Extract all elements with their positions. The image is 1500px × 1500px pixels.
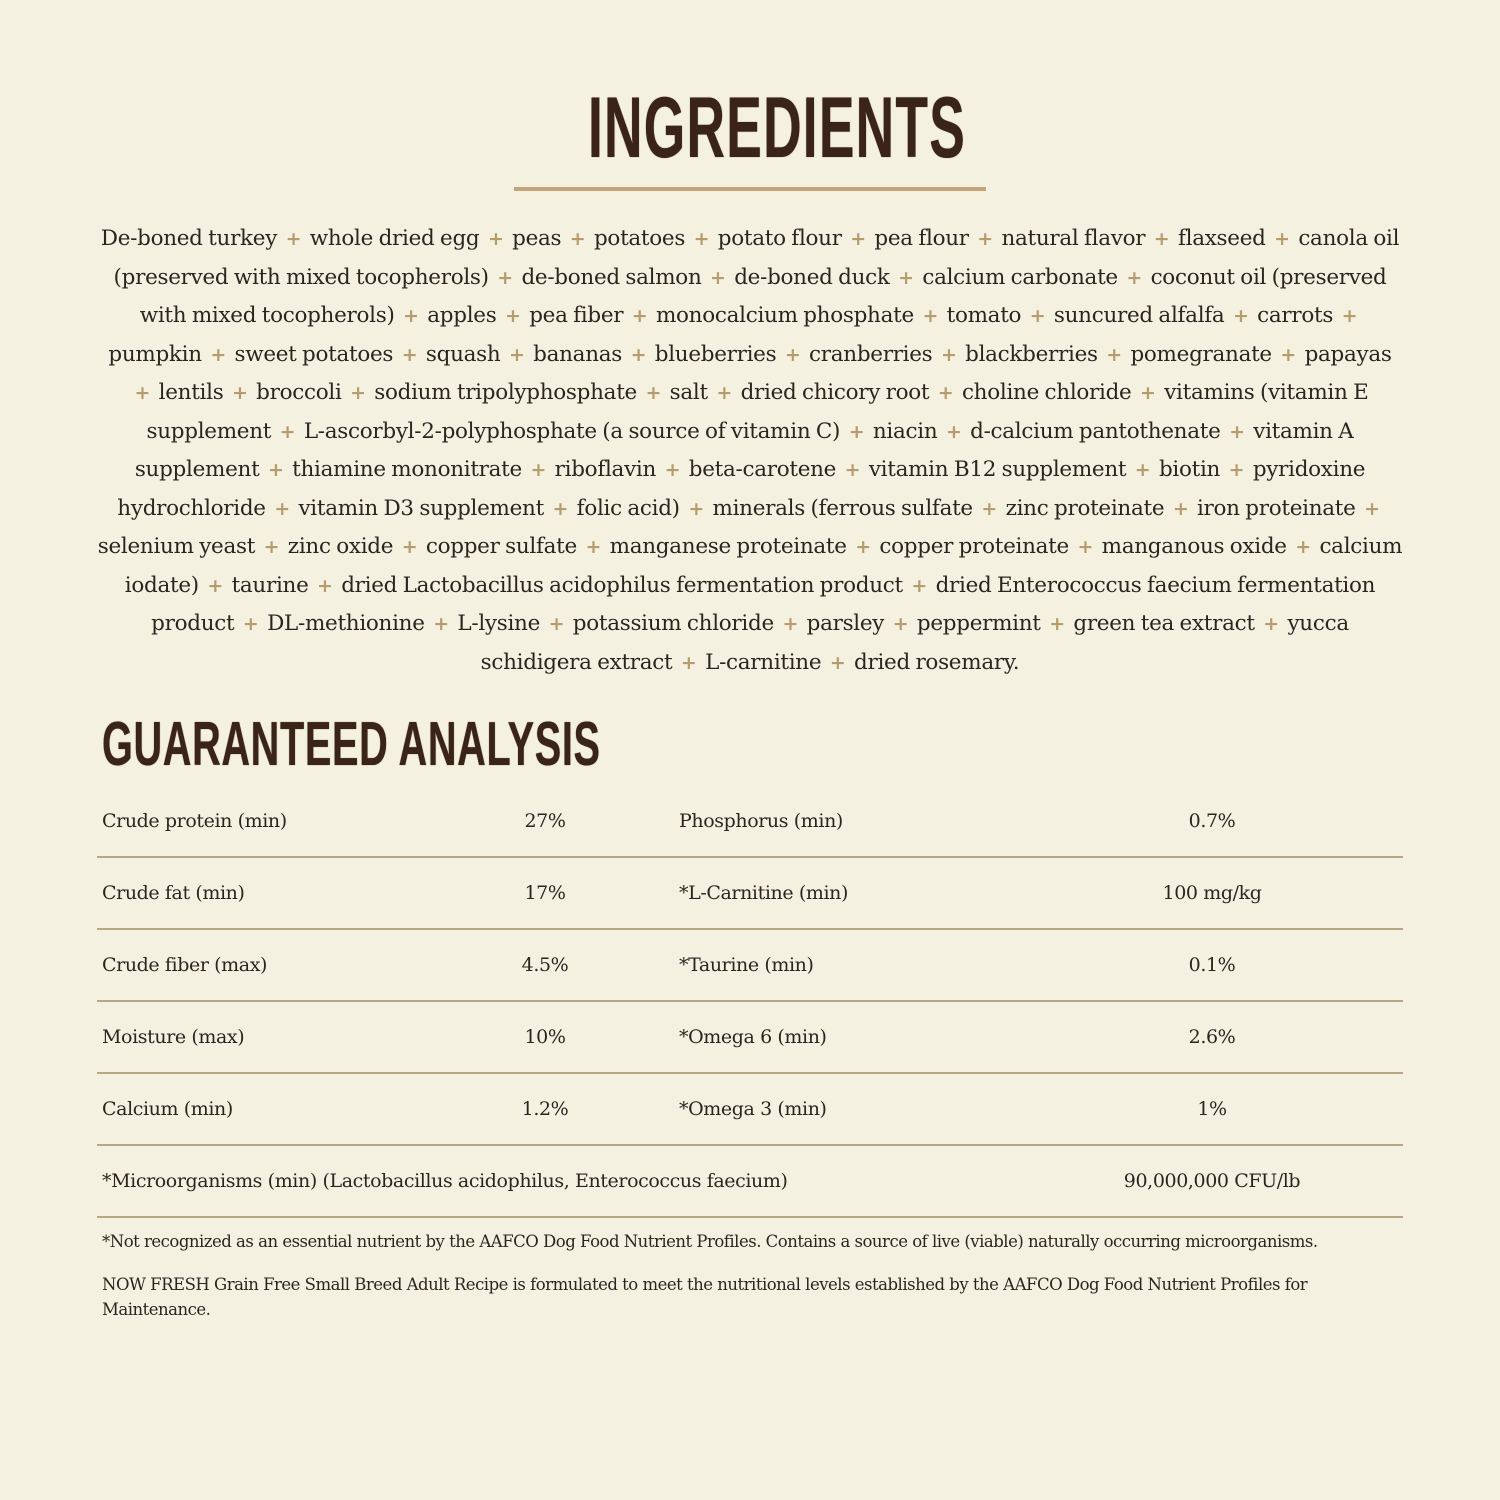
ingredient-item: biotin [1158, 457, 1221, 482]
guaranteed-analysis-heading: GUARANTEED ANALYSIS [102, 710, 601, 779]
nutrient-label: *Omega 3 (min) [679, 1098, 827, 1120]
table-row: Crude protein (min) 27% Phosphorus (min) 0.7% [97, 786, 1403, 858]
ingredient-item: tomato [946, 303, 1022, 328]
plus-separator-icon: + [1140, 382, 1156, 404]
plus-separator-icon: + [664, 459, 681, 481]
ingredient-item: calcium carbonate [922, 264, 1118, 290]
plus-separator-icon: + [693, 228, 710, 250]
footnotes [102, 1229, 1402, 1340]
plus-separator-icon: + [645, 382, 662, 404]
ingredient-item: blueberries [654, 341, 777, 367]
ingredient-item: potatoes [593, 226, 686, 251]
ingredient-item: peas [512, 226, 562, 251]
ingredient-item: blackberries [965, 341, 1098, 367]
plus-separator-icon: + [508, 343, 525, 366]
plus-separator-icon: + [1153, 228, 1170, 250]
plus-separator-icon: + [977, 228, 993, 250]
plus-separator-icon: + [1106, 343, 1122, 366]
ingredient-item: yucca schidigera extract [480, 611, 1349, 675]
plus-separator-icon: + [922, 305, 939, 327]
ingredient-item: pomegranate [1130, 341, 1272, 367]
plus-separator-icon: + [784, 343, 801, 366]
ingredient-item: L-ascorbyl-2-polyphosphate (a source of vitamin C) [303, 418, 841, 444]
plus-separator-icon: + [1029, 305, 1046, 327]
plus-separator-icon: + [892, 613, 909, 635]
ingredient-item: selenium yeast [97, 534, 256, 559]
ingredient-item: choline chloride [961, 380, 1132, 405]
ingredient-item: bananas [533, 341, 623, 367]
ingredient-item: vitamin B12 supplement [868, 457, 1127, 482]
nutrient-label: *Taurine (min) [679, 954, 814, 976]
plus-separator-icon: + [631, 305, 648, 327]
ingredient-item: salt [669, 380, 708, 405]
ingredient-item: copper sulfate [425, 534, 577, 559]
ingredient-item: parsley [806, 611, 885, 636]
ingredient-item: taurine [231, 572, 309, 598]
plus-separator-icon: + [848, 420, 865, 443]
ingredient-item: sodium tripolyphosphate [374, 380, 637, 405]
ingredient-item: zinc oxide [287, 534, 394, 559]
plus-separator-icon: + [1077, 536, 1094, 558]
ingredient-item: DL-methionine [267, 611, 425, 636]
nutrient-label: Crude protein (min) [102, 810, 287, 832]
plus-separator-icon: + [548, 613, 565, 635]
plus-separator-icon: + [134, 382, 151, 404]
plus-separator-icon: + [1295, 536, 1311, 558]
ingredient-item: pumpkin [108, 341, 202, 367]
formulation-statement: NOW FRESH Grain Free Small Breed Adult Recipe is formulated to meet the nutritional levels established by the AAFCO Dog Food Nutrient Profiles for Maintenance. [102, 1275, 1308, 1319]
ingredient-item: carrots [1257, 303, 1334, 328]
plus-separator-icon: + [1229, 420, 1245, 443]
guaranteed-analysis-table [97, 786, 1403, 1218]
plus-separator-icon: + [945, 420, 962, 443]
plus-separator-icon: + [210, 343, 226, 366]
plus-separator-icon: + [585, 536, 602, 558]
plus-separator-icon: + [207, 574, 224, 597]
ingredient-item: sweet potatoes [234, 341, 394, 367]
ingredient-item: vitamin A supplement [134, 418, 1354, 482]
plus-separator-icon: + [1126, 266, 1143, 289]
plus-separator-icon: + [829, 651, 846, 674]
ingredient-item: broccoli [256, 380, 342, 405]
plus-separator-icon: + [940, 343, 957, 366]
plus-separator-icon: + [1280, 343, 1297, 366]
plus-separator-icon: + [716, 382, 733, 404]
ingredient-item: dried Lactobacillus acidophilus fermentation product [341, 572, 903, 598]
plus-separator-icon: + [569, 228, 586, 250]
ingredient-item: coconut oil (preserved with mixed tocopherols) [139, 264, 1387, 328]
plus-separator-icon: + [1341, 305, 1358, 327]
ingredient-item: iron proteinate [1196, 495, 1356, 521]
ingredient-item: papayas [1304, 341, 1392, 367]
plus-separator-icon: + [688, 497, 704, 520]
nutrient-label: *Omega 6 (min) [679, 1026, 827, 1048]
plus-separator-icon: + [1172, 497, 1189, 520]
nutrient-label: Crude fat (min) [102, 882, 245, 904]
nutrient-label: Crude fiber (max) [102, 954, 268, 976]
plus-separator-icon: + [850, 228, 866, 250]
ingredients-list [97, 220, 1403, 682]
ingredient-item: pea flour [874, 226, 969, 251]
ingredient-item: potato flour [717, 226, 842, 251]
plus-separator-icon: + [274, 497, 290, 520]
ingredient-item: zinc proteinate [1005, 495, 1165, 521]
ingredients-divider [514, 187, 986, 191]
aafco-footnote: *Not recognized as an essential nutrient by the AAFCO Dog Food Nutrient Profiles. Contains a source of live (viable) naturally occurring microorganisms. [102, 1232, 1318, 1251]
ingredient-item: manganous oxide [1101, 534, 1287, 559]
plus-separator-icon: + [497, 266, 513, 289]
plus-separator-icon: + [680, 651, 697, 674]
plus-separator-icon: + [911, 574, 928, 597]
plus-separator-icon: + [981, 497, 998, 520]
ingredient-item: thiamine mononitrate [292, 457, 522, 482]
ingredient-item: de-boned duck [734, 264, 890, 290]
ingredient-item: vitamins (vitamin E supplement [146, 380, 1369, 444]
table-row: Crude fiber (max) 4.5% *Taurine (min) 0.1% [97, 930, 1403, 1002]
plus-separator-icon: + [285, 228, 302, 250]
plus-separator-icon: + [317, 574, 333, 597]
ingredient-item: de-boned salmon [521, 264, 702, 290]
ingredient-item: dried Enterococcus faecium fermentation product [151, 572, 1376, 636]
table-row: Calcium (min) 1.2% *Omega 3 (min) 1% [97, 1074, 1403, 1146]
ingredients-heading: INGREDIENTS [588, 80, 967, 176]
plus-separator-icon: + [242, 613, 259, 635]
ingredient-item: riboflavin [554, 457, 657, 482]
ingredient-item: L-lysine [457, 611, 541, 636]
ingredient-item: pyridoxine hydrochloride [117, 457, 1366, 521]
ingredient-item: pea fiber [529, 303, 624, 328]
ingredient-item: cranberries [809, 341, 933, 367]
ingredient-item: apples [427, 303, 497, 328]
ingredient-item: whole dried egg [309, 226, 480, 251]
ingredient-item: lentils [158, 380, 224, 405]
plus-separator-icon: + [844, 459, 861, 481]
ingredient-item: calcium iodate) [124, 534, 1403, 598]
ingredient-item: monocalcium phosphate [655, 303, 914, 328]
plus-separator-icon: + [552, 497, 569, 520]
ingredient-item: green tea extract [1073, 611, 1255, 636]
plus-separator-icon: + [1049, 613, 1065, 635]
ingredient-item: canola oil (preserved with mixed tocopherols) [113, 226, 1400, 290]
ingredient-item: L-carnitine [705, 649, 822, 675]
ingredient-item: squash [425, 341, 501, 367]
plus-separator-icon: + [487, 228, 504, 250]
plus-separator-icon: + [1364, 497, 1380, 520]
ingredient-item: vitamin D3 supplement [298, 495, 544, 521]
plus-separator-icon: + [350, 382, 366, 404]
ingredient-item: De-boned turkey [100, 226, 278, 251]
ingredient-item: flaxseed [1177, 226, 1266, 251]
ingredient-item: dried chicory root [740, 380, 930, 405]
plus-separator-icon: + [401, 536, 418, 558]
plus-separator-icon: + [263, 536, 280, 558]
ingredient-item: copper proteinate [879, 534, 1069, 559]
table-row: Moisture (max) 10% *Omega 6 (min) 2.6% [97, 1002, 1403, 1074]
ingredient-item: peppermint [916, 611, 1041, 636]
nutrient-label: Calcium (min) [102, 1098, 233, 1120]
plus-separator-icon: + [1228, 459, 1245, 481]
plus-separator-icon: + [937, 382, 954, 404]
table-row-microorganisms: *Microorganisms (min) (Lactobacillus acidophilus, Enterococcus faecium) 90,000,000 CFU/lb [97, 1146, 1403, 1218]
nutrient-label: Phosphorus (min) [679, 810, 843, 832]
plus-separator-icon: + [1263, 613, 1279, 635]
plus-separator-icon: + [630, 343, 647, 366]
plus-separator-icon: + [279, 420, 296, 443]
ingredient-item: minerals (ferrous sulfate [712, 495, 973, 521]
microorganisms-label: *Microorganisms (min) (Lactobacillus acidophilus, Enterococcus faecium) [102, 1170, 788, 1192]
plus-separator-icon: + [898, 266, 914, 289]
ingredient-item: dried rosemary. [854, 649, 1020, 675]
plus-separator-icon: + [1134, 459, 1151, 481]
plus-separator-icon: + [855, 536, 871, 558]
ingredient-item: folic acid) [576, 495, 680, 521]
ingredient-item: suncured alfalfa [1053, 303, 1225, 328]
table-row: Crude fat (min) 17% *L-Carnitine (min) 100 mg/kg [97, 858, 1403, 930]
plus-separator-icon: + [267, 459, 284, 481]
plus-separator-icon: + [401, 343, 418, 366]
ingredient-item: beta-carotene [688, 457, 837, 482]
nutrient-label: Moisture (max) [102, 1026, 245, 1048]
plus-separator-icon: + [1233, 305, 1249, 327]
plus-separator-icon: + [782, 613, 799, 635]
plus-separator-icon: + [403, 305, 419, 327]
nutrient-label: *L-Carnitine (min) [679, 882, 848, 904]
ingredient-item: niacin [872, 418, 938, 444]
plus-separator-icon: + [710, 266, 726, 289]
ingredient-item: potassium chloride [572, 611, 774, 636]
ingredient-item: d-calcium pantothenate [970, 418, 1221, 444]
plus-separator-icon: + [433, 613, 449, 635]
ingredient-item: manganese proteinate [609, 534, 847, 559]
plus-separator-icon: + [1274, 228, 1290, 250]
plus-separator-icon: + [505, 305, 521, 327]
ingredient-item: natural flavor [1001, 226, 1146, 251]
plus-separator-icon: + [232, 382, 248, 404]
plus-separator-icon: + [530, 459, 547, 481]
